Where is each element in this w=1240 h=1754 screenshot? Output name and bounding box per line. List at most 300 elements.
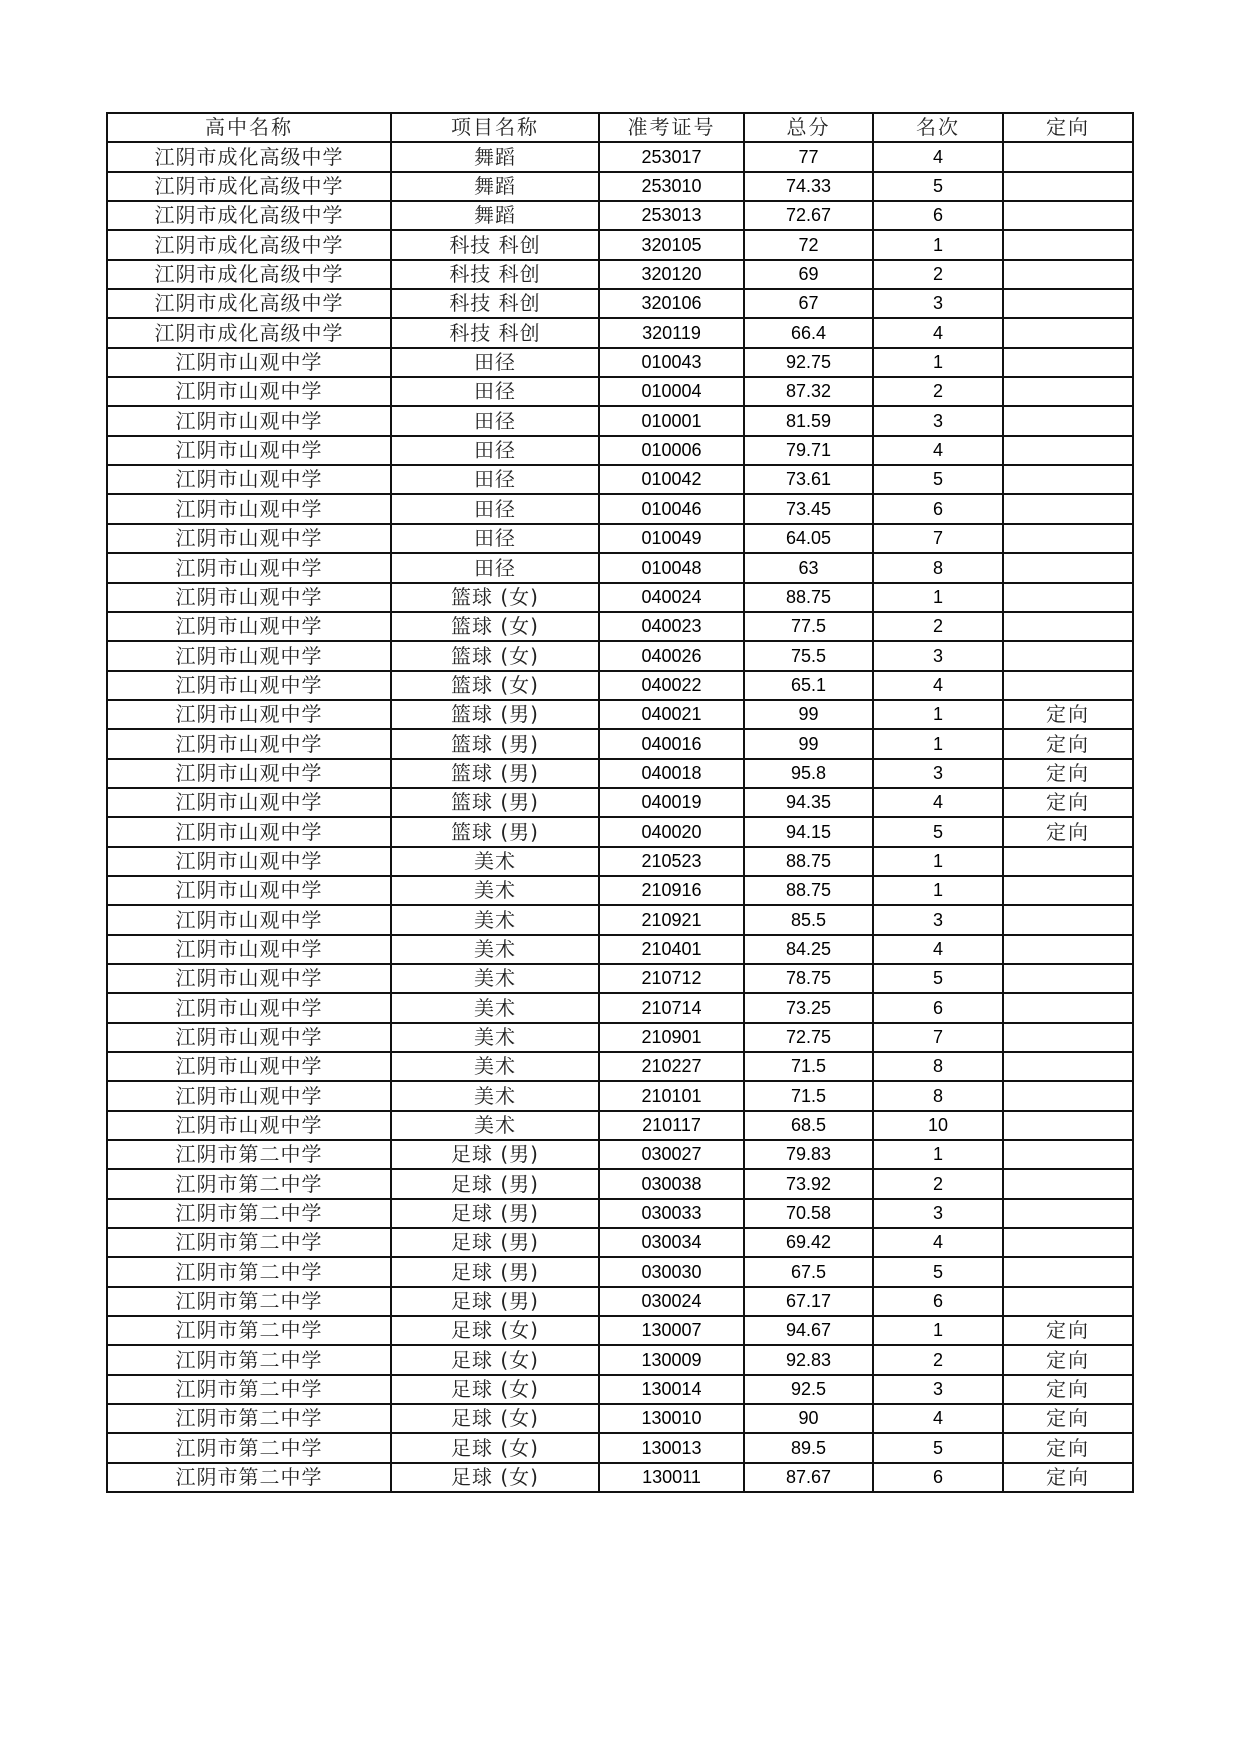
cell-total-score: 71.5: [744, 1052, 873, 1081]
cell-directed: 定向: [1003, 729, 1133, 758]
cell-exam-id: 010042: [599, 465, 744, 494]
table-row: [107, 553, 1133, 582]
cell-total-score: 71.5: [744, 1081, 873, 1110]
cell-exam-id: 130009: [599, 1345, 744, 1374]
cell-total-score: 79.83: [744, 1140, 873, 1169]
cell-rank: 4: [873, 142, 1003, 171]
cell-school-name: 江阴市第二中学: [107, 1345, 391, 1374]
cell-item-name: 足球 (女): [391, 1316, 599, 1345]
table-header: [107, 113, 1133, 142]
results-table: [106, 112, 1134, 1493]
cell-rank: 3: [873, 905, 1003, 934]
cell-directed: 定向: [1003, 1404, 1133, 1433]
cell-total-score: 72.75: [744, 1023, 873, 1052]
cell-exam-id: 010049: [599, 524, 744, 553]
cell-directed: 定向: [1003, 1375, 1133, 1404]
cell-item-name: 田径: [391, 465, 599, 494]
table-row: [107, 465, 1133, 494]
cell-directed: [1003, 348, 1133, 377]
table-row: [107, 1111, 1133, 1140]
cell-exam-id: 040024: [599, 583, 744, 612]
cell-rank: 1: [873, 230, 1003, 259]
cell-directed: [1003, 1199, 1133, 1228]
cell-exam-id: 210117: [599, 1111, 744, 1140]
cell-rank: 2: [873, 1345, 1003, 1374]
cell-school-name: 江阴市第二中学: [107, 1463, 391, 1492]
table-row: [107, 641, 1133, 670]
cell-total-score: 94.67: [744, 1316, 873, 1345]
cell-exam-id: 040022: [599, 671, 744, 700]
cell-directed: [1003, 641, 1133, 670]
cell-directed: [1003, 142, 1133, 171]
cell-item-name: 篮球 (女): [391, 641, 599, 670]
cell-rank: 6: [873, 993, 1003, 1022]
cell-directed: 定向: [1003, 1345, 1133, 1374]
cell-school-name: 江阴市第二中学: [107, 1228, 391, 1257]
cell-directed: 定向: [1003, 788, 1133, 817]
cell-rank: 10: [873, 1111, 1003, 1140]
cell-school-name: 江阴市山观中学: [107, 348, 391, 377]
cell-rank: 8: [873, 553, 1003, 582]
cell-rank: 6: [873, 1287, 1003, 1316]
cell-school-name: 江阴市山观中学: [107, 1111, 391, 1140]
cell-item-name: 舞蹈: [391, 172, 599, 201]
cell-item-name: 科技 科创: [391, 318, 599, 347]
table-row: [107, 289, 1133, 318]
cell-exam-id: 010004: [599, 377, 744, 406]
table-row: [107, 524, 1133, 553]
cell-school-name: 江阴市第二中学: [107, 1199, 391, 1228]
cell-directed: [1003, 230, 1133, 259]
cell-rank: 5: [873, 1433, 1003, 1462]
cell-exam-id: 010043: [599, 348, 744, 377]
cell-school-name: 江阴市第二中学: [107, 1287, 391, 1316]
cell-total-score: 74.33: [744, 172, 873, 201]
cell-exam-id: 210523: [599, 847, 744, 876]
cell-school-name: 江阴市山观中学: [107, 847, 391, 876]
cell-directed: [1003, 1111, 1133, 1140]
cell-item-name: 田径: [391, 377, 599, 406]
cell-item-name: 田径: [391, 436, 599, 465]
cell-rank: 4: [873, 1228, 1003, 1257]
cell-total-score: 92.5: [744, 1375, 873, 1404]
cell-school-name: 江阴市山观中学: [107, 700, 391, 729]
cell-school-name: 江阴市山观中学: [107, 465, 391, 494]
cell-school-name: 江阴市山观中学: [107, 494, 391, 523]
cell-rank: 4: [873, 436, 1003, 465]
cell-total-score: 94.35: [744, 788, 873, 817]
cell-rank: 7: [873, 1023, 1003, 1052]
table-row: [107, 1140, 1133, 1169]
cell-total-score: 99: [744, 729, 873, 758]
table-row: [107, 348, 1133, 377]
cell-directed: [1003, 1052, 1133, 1081]
cell-rank: 6: [873, 201, 1003, 230]
cell-item-name: 篮球 (女): [391, 671, 599, 700]
cell-directed: [1003, 494, 1133, 523]
table-row: [107, 377, 1133, 406]
cell-item-name: 科技 科创: [391, 289, 599, 318]
cell-exam-id: 010046: [599, 494, 744, 523]
cell-rank: 5: [873, 1257, 1003, 1286]
cell-item-name: 科技 科创: [391, 260, 599, 289]
cell-school-name: 江阴市山观中学: [107, 612, 391, 641]
cell-school-name: 江阴市山观中学: [107, 935, 391, 964]
cell-rank: 2: [873, 1169, 1003, 1198]
cell-item-name: 美术: [391, 1023, 599, 1052]
cell-rank: 6: [873, 1463, 1003, 1492]
cell-item-name: 美术: [391, 876, 599, 905]
table-row: [107, 1433, 1133, 1462]
cell-total-score: 69.42: [744, 1228, 873, 1257]
cell-item-name: 篮球 (男): [391, 788, 599, 817]
header-directed: 定向: [1003, 113, 1133, 142]
cell-school-name: 江阴市山观中学: [107, 641, 391, 670]
cell-total-score: 92.75: [744, 348, 873, 377]
cell-exam-id: 030034: [599, 1228, 744, 1257]
header-item-name: 项目名称: [391, 113, 599, 142]
cell-item-name: 舞蹈: [391, 142, 599, 171]
cell-directed: 定向: [1003, 759, 1133, 788]
cell-exam-id: 210921: [599, 905, 744, 934]
table-row: [107, 142, 1133, 171]
cell-rank: 1: [873, 729, 1003, 758]
cell-item-name: 科技 科创: [391, 230, 599, 259]
cell-school-name: 江阴市第二中学: [107, 1375, 391, 1404]
cell-directed: 定向: [1003, 1433, 1133, 1462]
cell-total-score: 88.75: [744, 583, 873, 612]
cell-rank: 2: [873, 260, 1003, 289]
cell-rank: 1: [873, 876, 1003, 905]
cell-school-name: 江阴市山观中学: [107, 788, 391, 817]
cell-rank: 5: [873, 465, 1003, 494]
cell-total-score: 73.92: [744, 1169, 873, 1198]
cell-total-score: 73.25: [744, 993, 873, 1022]
cell-exam-id: 210712: [599, 964, 744, 993]
cell-item-name: 美术: [391, 1052, 599, 1081]
cell-total-score: 67: [744, 289, 873, 318]
cell-school-name: 江阴市成化高级中学: [107, 142, 391, 171]
cell-total-score: 72: [744, 230, 873, 259]
cell-school-name: 江阴市山观中学: [107, 964, 391, 993]
cell-total-score: 85.5: [744, 905, 873, 934]
table-row: [107, 583, 1133, 612]
cell-total-score: 63: [744, 553, 873, 582]
cell-exam-id: 130013: [599, 1433, 744, 1462]
cell-exam-id: 253013: [599, 201, 744, 230]
cell-total-score: 75.5: [744, 641, 873, 670]
cell-total-score: 69: [744, 260, 873, 289]
cell-directed: [1003, 876, 1133, 905]
table-row: [107, 318, 1133, 347]
cell-directed: [1003, 671, 1133, 700]
table-row: [107, 201, 1133, 230]
cell-exam-id: 030030: [599, 1257, 744, 1286]
cell-directed: 定向: [1003, 700, 1133, 729]
cell-directed: [1003, 1140, 1133, 1169]
cell-item-name: 足球 (女): [391, 1375, 599, 1404]
cell-exam-id: 130014: [599, 1375, 744, 1404]
cell-exam-id: 040020: [599, 817, 744, 846]
table-row: [107, 788, 1133, 817]
cell-rank: 5: [873, 964, 1003, 993]
cell-school-name: 江阴市成化高级中学: [107, 260, 391, 289]
cell-total-score: 77.5: [744, 612, 873, 641]
cell-total-score: 78.75: [744, 964, 873, 993]
cell-rank: 5: [873, 172, 1003, 201]
cell-school-name: 江阴市第二中学: [107, 1140, 391, 1169]
table-row: [107, 1404, 1133, 1433]
cell-exam-id: 040026: [599, 641, 744, 670]
cell-exam-id: 040019: [599, 788, 744, 817]
cell-exam-id: 253010: [599, 172, 744, 201]
cell-school-name: 江阴市山观中学: [107, 817, 391, 846]
cell-total-score: 67.5: [744, 1257, 873, 1286]
header-exam-id: 准考证号: [599, 113, 744, 142]
table-row: [107, 1052, 1133, 1081]
cell-exam-id: 040021: [599, 700, 744, 729]
cell-school-name: 江阴市山观中学: [107, 524, 391, 553]
cell-school-name: 江阴市成化高级中学: [107, 201, 391, 230]
cell-total-score: 73.45: [744, 494, 873, 523]
cell-item-name: 美术: [391, 1081, 599, 1110]
cell-school-name: 江阴市山观中学: [107, 1052, 391, 1081]
cell-rank: 4: [873, 671, 1003, 700]
table-row: [107, 935, 1133, 964]
cell-item-name: 田径: [391, 553, 599, 582]
cell-total-score: 87.32: [744, 377, 873, 406]
cell-exam-id: 030027: [599, 1140, 744, 1169]
cell-exam-id: 030024: [599, 1287, 744, 1316]
cell-rank: 3: [873, 406, 1003, 435]
cell-item-name: 田径: [391, 406, 599, 435]
cell-directed: [1003, 436, 1133, 465]
table-row: [107, 847, 1133, 876]
table-row: [107, 172, 1133, 201]
cell-total-score: 70.58: [744, 1199, 873, 1228]
cell-school-name: 江阴市成化高级中学: [107, 230, 391, 259]
cell-school-name: 江阴市山观中学: [107, 406, 391, 435]
cell-directed: 定向: [1003, 1463, 1133, 1492]
cell-directed: [1003, 318, 1133, 347]
cell-exam-id: 030033: [599, 1199, 744, 1228]
table-row: [107, 671, 1133, 700]
cell-rank: 7: [873, 524, 1003, 553]
cell-rank: 2: [873, 612, 1003, 641]
table-row: [107, 817, 1133, 846]
cell-exam-id: 210401: [599, 935, 744, 964]
cell-item-name: 田径: [391, 494, 599, 523]
cell-total-score: 92.83: [744, 1345, 873, 1374]
table-row: [107, 700, 1133, 729]
cell-item-name: 足球 (男): [391, 1199, 599, 1228]
cell-total-score: 99: [744, 700, 873, 729]
cell-rank: 4: [873, 1404, 1003, 1433]
cell-school-name: 江阴市山观中学: [107, 436, 391, 465]
cell-exam-id: 040023: [599, 612, 744, 641]
cell-item-name: 篮球 (男): [391, 729, 599, 758]
cell-directed: [1003, 1023, 1133, 1052]
cell-rank: 4: [873, 318, 1003, 347]
cell-exam-id: 210101: [599, 1081, 744, 1110]
header-total-score: 总分: [744, 113, 873, 142]
cell-school-name: 江阴市山观中学: [107, 1081, 391, 1110]
table-row: [107, 759, 1133, 788]
cell-item-name: 美术: [391, 993, 599, 1022]
cell-school-name: 江阴市山观中学: [107, 553, 391, 582]
cell-exam-id: 210901: [599, 1023, 744, 1052]
cell-item-name: 足球 (女): [391, 1463, 599, 1492]
cell-school-name: 江阴市山观中学: [107, 671, 391, 700]
cell-item-name: 田径: [391, 524, 599, 553]
cell-item-name: 足球 (女): [391, 1404, 599, 1433]
cell-item-name: 足球 (男): [391, 1169, 599, 1198]
cell-total-score: 64.05: [744, 524, 873, 553]
cell-school-name: 江阴市山观中学: [107, 729, 391, 758]
cell-exam-id: 010006: [599, 436, 744, 465]
table-row: [107, 260, 1133, 289]
cell-total-score: 84.25: [744, 935, 873, 964]
cell-rank: 8: [873, 1052, 1003, 1081]
cell-rank: 5: [873, 817, 1003, 846]
cell-item-name: 美术: [391, 1111, 599, 1140]
cell-item-name: 田径: [391, 348, 599, 377]
cell-directed: [1003, 260, 1133, 289]
cell-total-score: 72.67: [744, 201, 873, 230]
cell-directed: 定向: [1003, 817, 1133, 846]
cell-rank: 3: [873, 1375, 1003, 1404]
cell-exam-id: 210227: [599, 1052, 744, 1081]
table-row: [107, 1287, 1133, 1316]
cell-exam-id: 030038: [599, 1169, 744, 1198]
cell-item-name: 足球 (男): [391, 1228, 599, 1257]
cell-school-name: 江阴市第二中学: [107, 1169, 391, 1198]
cell-school-name: 江阴市山观中学: [107, 759, 391, 788]
cell-total-score: 88.75: [744, 876, 873, 905]
cell-item-name: 舞蹈: [391, 201, 599, 230]
table-row: [107, 1081, 1133, 1110]
cell-directed: [1003, 1228, 1133, 1257]
cell-directed: [1003, 201, 1133, 230]
table-row: [107, 494, 1133, 523]
cell-directed: [1003, 612, 1133, 641]
cell-directed: [1003, 524, 1133, 553]
cell-directed: [1003, 377, 1133, 406]
cell-directed: [1003, 553, 1133, 582]
cell-total-score: 90: [744, 1404, 873, 1433]
cell-item-name: 足球 (男): [391, 1257, 599, 1286]
cell-rank: 1: [873, 847, 1003, 876]
table-row: [107, 1345, 1133, 1374]
cell-directed: [1003, 935, 1133, 964]
cell-total-score: 68.5: [744, 1111, 873, 1140]
cell-item-name: 美术: [391, 964, 599, 993]
cell-school-name: 江阴市山观中学: [107, 583, 391, 612]
cell-item-name: 美术: [391, 905, 599, 934]
cell-exam-id: 040018: [599, 759, 744, 788]
cell-item-name: 篮球 (男): [391, 817, 599, 846]
cell-total-score: 65.1: [744, 671, 873, 700]
table-row: [107, 993, 1133, 1022]
table-row: [107, 1375, 1133, 1404]
cell-directed: [1003, 1169, 1133, 1198]
cell-total-score: 79.71: [744, 436, 873, 465]
cell-rank: 1: [873, 1316, 1003, 1345]
table-body: [107, 142, 1133, 1492]
cell-school-name: 江阴市第二中学: [107, 1404, 391, 1433]
cell-rank: 3: [873, 641, 1003, 670]
table-row: [107, 1023, 1133, 1052]
cell-directed: [1003, 1257, 1133, 1286]
table-row: [107, 964, 1133, 993]
table-row: [107, 1257, 1133, 1286]
cell-item-name: 足球 (男): [391, 1287, 599, 1316]
cell-exam-id: 130011: [599, 1463, 744, 1492]
cell-directed: [1003, 1081, 1133, 1110]
cell-item-name: 美术: [391, 935, 599, 964]
cell-exam-id: 320119: [599, 318, 744, 347]
cell-total-score: 94.15: [744, 817, 873, 846]
cell-school-name: 江阴市山观中学: [107, 905, 391, 934]
cell-item-name: 足球 (女): [391, 1433, 599, 1462]
cell-exam-id: 320105: [599, 230, 744, 259]
cell-item-name: 篮球 (女): [391, 612, 599, 641]
cell-total-score: 95.8: [744, 759, 873, 788]
cell-school-name: 江阴市成化高级中学: [107, 172, 391, 201]
table-row: [107, 436, 1133, 465]
cell-directed: [1003, 847, 1133, 876]
cell-exam-id: 130010: [599, 1404, 744, 1433]
cell-total-score: 67.17: [744, 1287, 873, 1316]
cell-exam-id: 253017: [599, 142, 744, 171]
cell-school-name: 江阴市山观中学: [107, 993, 391, 1022]
cell-total-score: 77: [744, 142, 873, 171]
cell-directed: [1003, 406, 1133, 435]
cell-item-name: 足球 (女): [391, 1345, 599, 1374]
table-row: [107, 1316, 1133, 1345]
cell-rank: 4: [873, 935, 1003, 964]
cell-directed: [1003, 583, 1133, 612]
cell-item-name: 篮球 (男): [391, 700, 599, 729]
table-row: [107, 612, 1133, 641]
table-row: [107, 905, 1133, 934]
cell-rank: 3: [873, 1199, 1003, 1228]
cell-school-name: 江阴市成化高级中学: [107, 289, 391, 318]
table-row: [107, 1463, 1133, 1492]
cell-rank: 2: [873, 377, 1003, 406]
cell-exam-id: 040016: [599, 729, 744, 758]
cell-rank: 1: [873, 348, 1003, 377]
cell-directed: [1003, 964, 1133, 993]
cell-exam-id: 130007: [599, 1316, 744, 1345]
cell-school-name: 江阴市山观中学: [107, 876, 391, 905]
cell-school-name: 江阴市山观中学: [107, 1023, 391, 1052]
cell-total-score: 87.67: [744, 1463, 873, 1492]
cell-directed: [1003, 172, 1133, 201]
cell-rank: 6: [873, 494, 1003, 523]
cell-rank: 1: [873, 700, 1003, 729]
table-row: [107, 729, 1133, 758]
cell-item-name: 足球 (男): [391, 1140, 599, 1169]
cell-item-name: 美术: [391, 847, 599, 876]
cell-school-name: 江阴市山观中学: [107, 377, 391, 406]
table-row: [107, 876, 1133, 905]
cell-item-name: 篮球 (女): [391, 583, 599, 612]
cell-directed: [1003, 289, 1133, 318]
header-row: [107, 113, 1133, 142]
cell-rank: 1: [873, 1140, 1003, 1169]
cell-exam-id: 210714: [599, 993, 744, 1022]
